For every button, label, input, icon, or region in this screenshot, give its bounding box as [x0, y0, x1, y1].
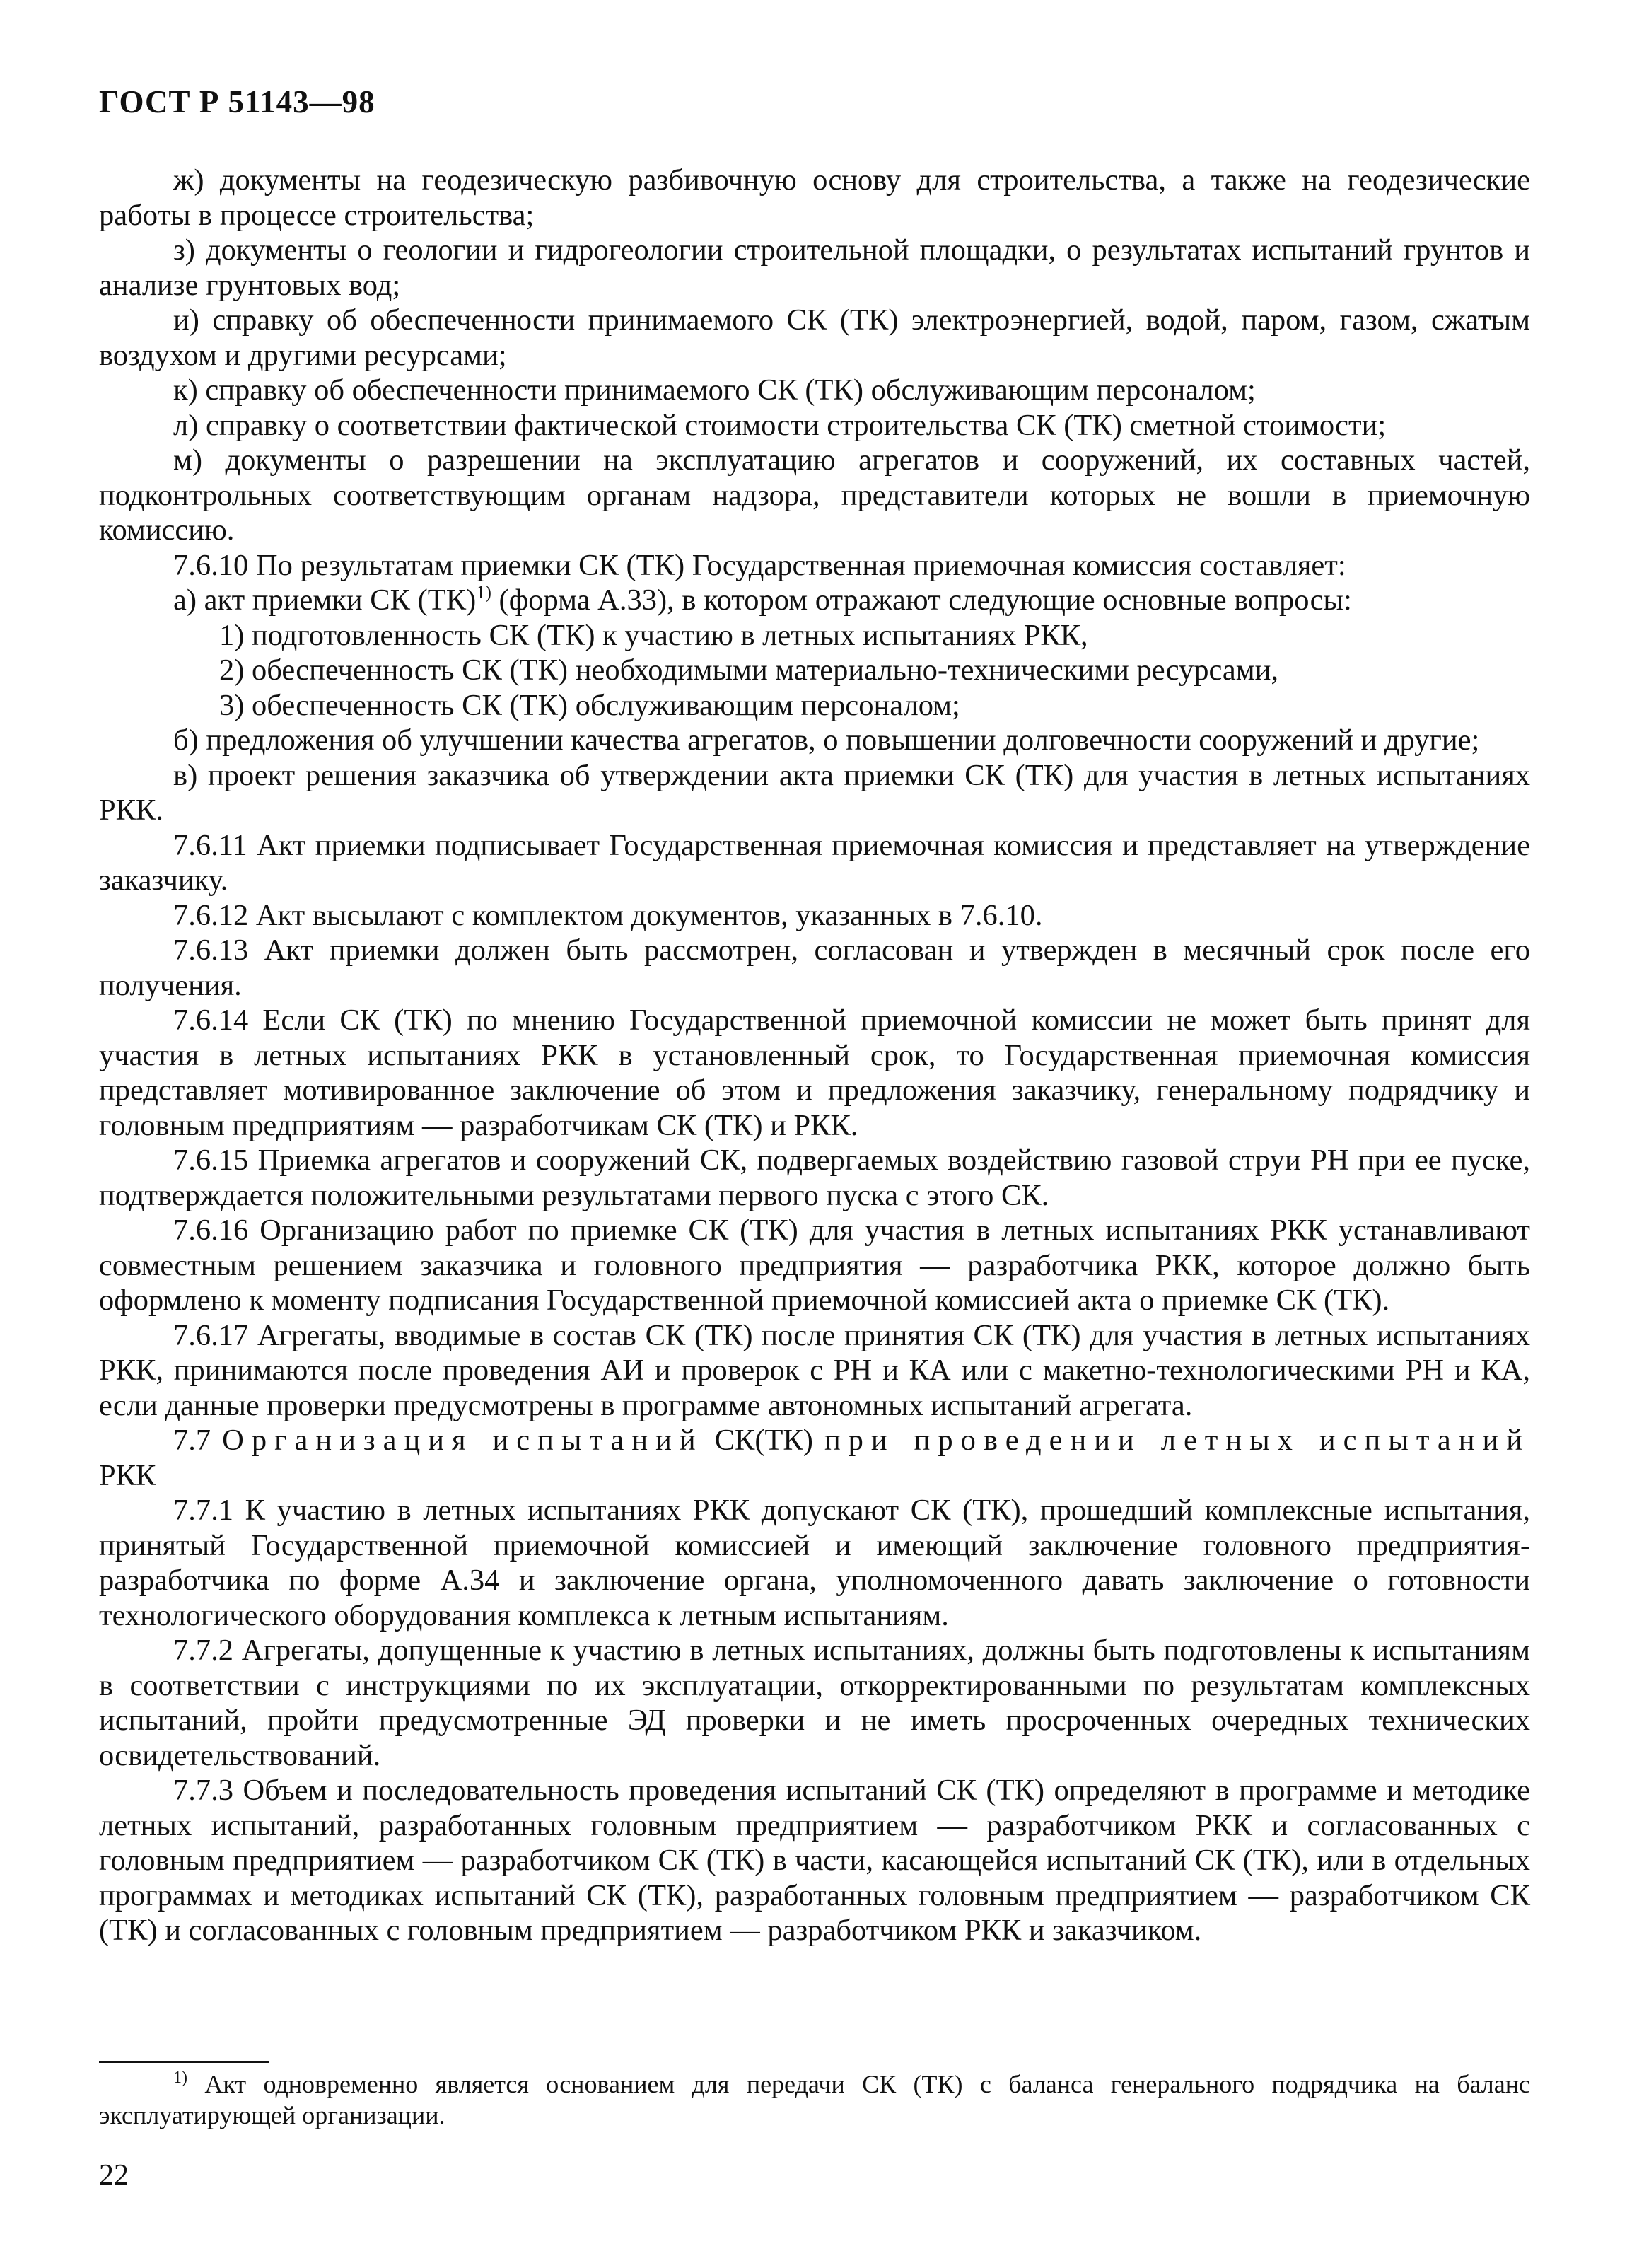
- clause-7-6-16: 7.6.16 Организацию работ по приемке СК (ТК) для участия в летных испытаниях РКК устанавливают совместным решением заказчика и головного предприятия — разработчика РКК, которое должно быть оформлено к моменту подписания Государственной приемочной комиссией акта о приемке СК (ТК).: [99, 1214, 1530, 1317]
- list-item-i: и) справку об обеспеченности принимаемого СК (ТК) электроэнергией, водой, паром, газом, сжатым воздухом и другими ресурсами;: [99, 303, 1530, 372]
- section-heading-7-7: [99, 1423, 1530, 1493]
- sub-item-2: 2) обеспеченность СК (ТК) необходимыми материально-техническими ресурсами,: [219, 653, 1279, 687]
- page-number: 22: [99, 2159, 129, 2192]
- clause-7-7-1: 7.7.1 К участию в летных испытаниях РКК допускают СК (ТК), прошедший комплексные испытания, принятый Государственной приемочной комиссией и имеющий заключение головного предприятия-разработчика по форме А.34 и заключение органа, уполномоченного давать заключение о готовности технологического оборудования комплекса к летным испытаниям.: [99, 1494, 1530, 1632]
- clause-7-6-15: 7.6.15 Приемка агрегатов и сооружений СК, подвергаемых воздействию газовой струи РН при ее пуске, подтверждается положительными результатами первого пуска с этого СК.: [99, 1144, 1530, 1212]
- section-title-part-3: при проведении летных испытаний: [824, 1424, 1531, 1457]
- clause-7-6-10: 7.6.10 По результатам приемки СК (ТК) Государственная приемочная комиссия составляет:: [173, 548, 1346, 582]
- sub-item-3: 3) обеспеченность СК (ТК) обслуживающим персоналом;: [219, 688, 960, 722]
- footnote-divider: [99, 2061, 269, 2063]
- list-item-a-text: а) акт приемки СК (ТК): [173, 583, 477, 617]
- section-title-part-4: РКК: [99, 1458, 156, 1492]
- footnote: [99, 2069, 1530, 2131]
- sub-item-1: 1) подготовленность СК (ТК) к участию в летных испытаниях РКК,: [219, 618, 1088, 652]
- clause-7-7-2: 7.7.2 Агрегаты, допущенные к участию в летных испытаниях, должны быть подготовлены к испытаниям в соответствии с инструкциями по их эксплуатации, откорректированными по результатам комплексных испытаний, пройти предусмотренные ЭД проверки и не иметь просроченных очередных технических освидетельствований.: [99, 1634, 1530, 1772]
- list-item-l: л) справку о соответствии фактической стоимости строительства СК (ТК) сметной стоимости;: [173, 408, 1387, 442]
- list-item-a: [99, 583, 1530, 618]
- list-item-b: б) предложения об улучшении качества агрегатов, о повышении долговечности сооружений и другие;: [173, 723, 1480, 757]
- list-item-m: м) документы о разрешении на эксплуатацию агрегатов и сооружений, их составных частей, подконтрольных соответствующим органам надзора, представители которых не вошли в приемочную комиссию.: [99, 443, 1530, 547]
- clause-7-6-14: 7.6.14 Если СК (ТК) по мнению Государственной приемочной комиссии не может быть принят для участия в летных испытаниях РКК в установленный срок, то Государственная приемочная комиссия представляет мотивированное заключение об этом и предложения заказчику, генеральному подрядчику и головным предприятиям — разработчикам СК (ТК) и РКК.: [99, 1004, 1530, 1142]
- footnote-reference: 1): [476, 582, 491, 603]
- list-item-zh: ж) документы на геодезическую разбивочную основу для строительства, а также на геодезические работы в процессе строительства;: [99, 163, 1530, 232]
- clause-7-6-11: 7.6.11 Акт приемки подписывает Государственная приемочная комиссия и представляет на утверждение заказчику.: [99, 828, 1530, 897]
- footnote-marker: 1): [173, 2069, 187, 2087]
- section-title-part-1: Организация испытаний: [222, 1424, 704, 1457]
- section-number: 7.7: [173, 1424, 211, 1457]
- list-item-v: в) проект решения заказчика об утверждении акта приемки СК (ТК) для участия в летных испытаниях РКК.: [99, 758, 1530, 827]
- footnote-text: Акт одновременно является основанием для передачи СК (ТК) с баланса генерального подрядчика на баланс эксплуатирующей организации.: [99, 2070, 1530, 2129]
- document-body: [99, 163, 1530, 1948]
- list-item-a-rest: (форма А.33), в котором отражают следующие основные вопросы:: [491, 583, 1352, 617]
- clause-7-6-12: 7.6.12 Акт высылают с комплектом документов, указанных в 7.6.10.: [173, 898, 1043, 932]
- list-item-z: з) документы о геологии и гидрогеологии строительной площадки, о результатах испытаний грунтов и анализе грунтовых вод;: [99, 233, 1530, 302]
- document-header: ГОСТ Р 51143—98: [99, 84, 375, 120]
- section-title-part-2: СК(ТК): [714, 1424, 813, 1457]
- clause-7-6-13: 7.6.13 Акт приемки должен быть рассмотрен, согласован и утвержден в месячный срок после его получения.: [99, 934, 1530, 1002]
- list-item-k: к) справку об обеспеченности принимаемого СК (ТК) обслуживающим персоналом;: [173, 373, 1256, 407]
- clause-7-7-3: 7.7.3 Объем и последовательность проведения испытаний СК (ТК) определяют в программе и методике летных испытаний, разработанных головным предприятием — разработчиком РКК и согласованных с головным предприятием — разработчиком СК (ТК) в части, касающейся испытаний СК (ТК), или в отдельных программах и методиках испытаний СК (ТК), разработанных головным предприятием — разработчиком СК (ТК) и согласованных с головным предприятием — разработчиком РКК и заказчиком.: [99, 1774, 1530, 1947]
- clause-7-6-17: 7.6.17 Агрегаты, вводимые в состав СК (ТК) после принятия СК (ТК) для участия в летных испытаниях РКК, принимаются после проведения АИ и проверок с РН и КА или с макетно-технологическими РН и КА, если данные проверки предусмотрены в программе автономных испытаний агрегата.: [99, 1318, 1530, 1422]
